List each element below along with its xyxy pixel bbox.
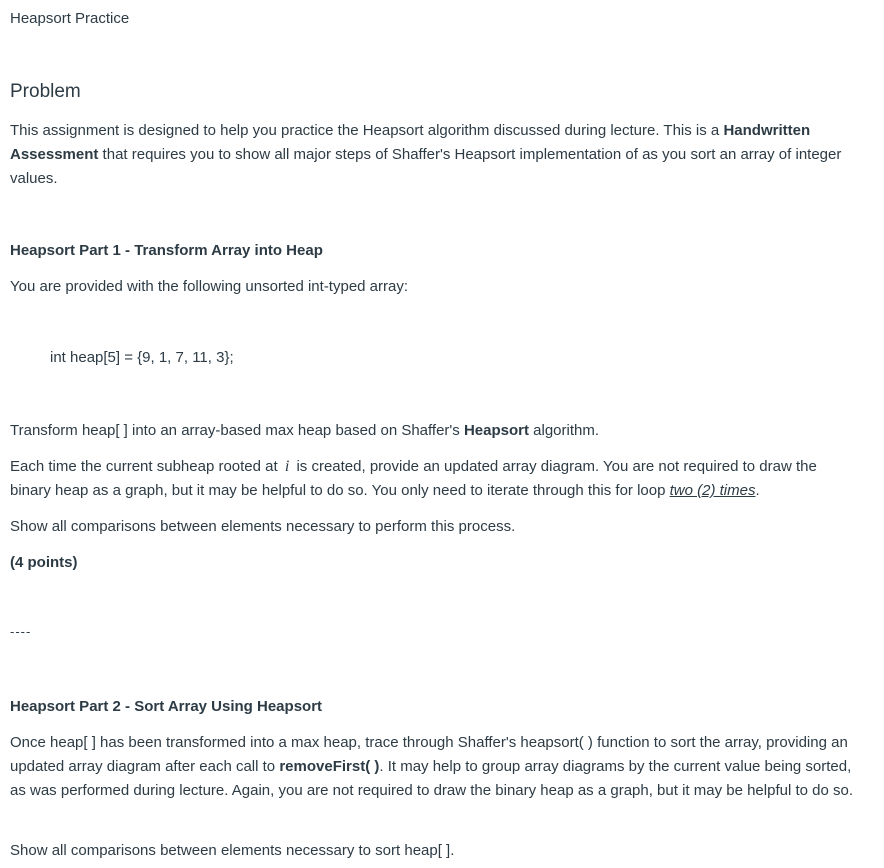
part1-provided-text: You are provided with the following unsorted int-typed array: — [10, 278, 409, 295]
part2-comparisons-instruction: Show all comparisons between elements necessary to sort heap[ ]. — [10, 842, 455, 859]
transform-bold-heapsort: Heapsort — [463, 422, 529, 439]
part1-heading: Heapsort Part 1 - Transform Array into Heap — [10, 242, 323, 259]
part2-heading: Heapsort Part 2 - Sort Array Using Heapsort — [10, 698, 323, 715]
part1-points: (4 points) — [10, 554, 78, 571]
each-text-2: is created, provide an updated array diagram. You are not required to draw the binary heap as a graph, but it may be helpful to do so. You only need to iterate through this for loop — [10, 458, 817, 499]
part1-each-time-instruction — [10, 455, 855, 503]
part2-once-instruction — [10, 731, 855, 803]
once-text-1: Once heap[ ] has been transformed into a max heap, trace through Shaffer's heapsort( ) function to sort the array, providing an updated array diagram after each call to — [10, 734, 848, 775]
intro-bold-handwritten: Handwritten Assessment — [10, 122, 811, 163]
each-text-1: Each time the current subheap rooted at — [10, 458, 282, 475]
problem-heading: Problem — [10, 81, 81, 102]
part1-transform-instruction — [10, 419, 855, 443]
intro-text-2: that requires you to show all major steps of Shaffer's Heapsort implementation of as you sort an array of integer values. — [10, 146, 842, 187]
two-times-emphasis: two (2) times — [669, 482, 756, 499]
variable-i: i — [284, 458, 290, 475]
intro-text-1: This assignment is designed to help you practice the Heapsort algorithm discussed during lecture. This is a — [10, 122, 724, 139]
once-bold-removefirst: removeFirst( ) — [279, 758, 380, 775]
page-title: Heapsort Practice — [10, 10, 130, 27]
transform-text-2: algorithm. — [529, 422, 600, 439]
transform-text-1: Transform heap[ ] into an array-based max heap based on Shaffer's — [10, 422, 464, 439]
problem-intro — [10, 119, 855, 191]
each-text-3: . — [755, 482, 760, 499]
section-separator: ---- — [10, 624, 32, 639]
array-declaration: int heap[5] = {9, 1, 7, 11, 3}; — [50, 349, 234, 366]
part1-comparisons-instruction: Show all comparisons between elements necessary to perform this process. — [10, 518, 516, 535]
once-text-2: . It may help to group array diagrams by the current value being sorted, as was performed during lecture. Again, you are not required to draw the binary heap as a graph, but it may be helpful to do so. — [10, 758, 854, 799]
